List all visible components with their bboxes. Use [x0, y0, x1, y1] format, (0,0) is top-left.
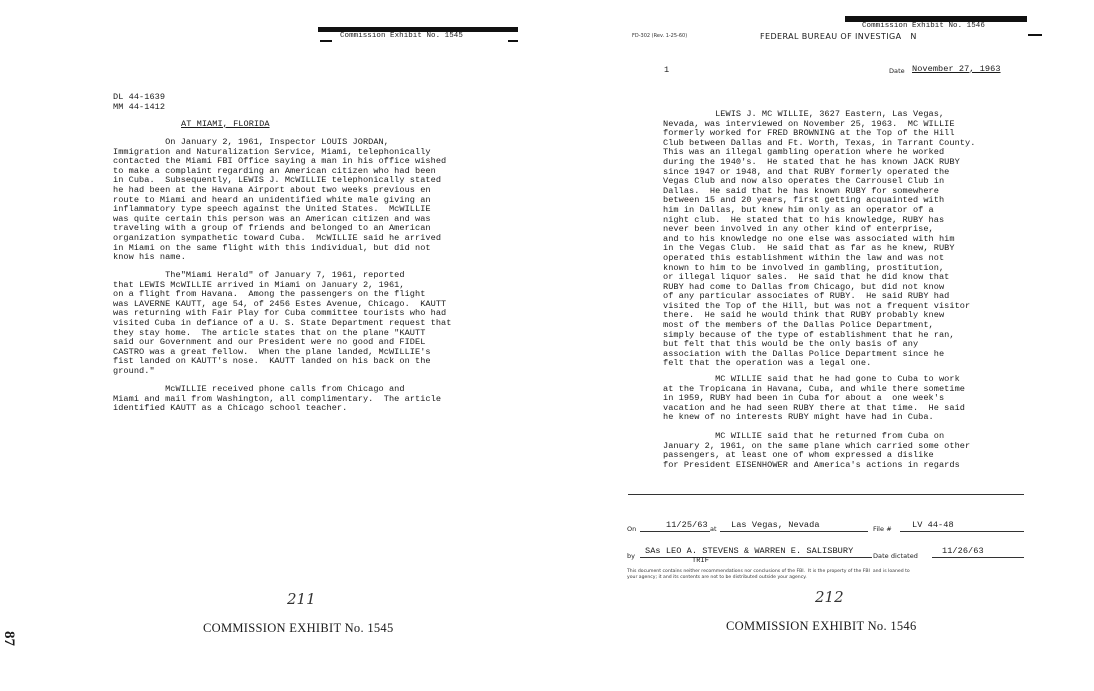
- left-exhibit-stamp: Commission Exhibit No. 1545: [340, 32, 463, 40]
- margin-page-number: 87: [1, 631, 17, 646]
- right-paragraph-1: LEWIS J. MC WILLIE, 3627 Eastern, Las Vegas, Nevada, was interviewed on November 25, 1963. MC WILLIE formerly worked for FRED BROWNING at the Top of the Hill Club between Dallas and Ft. Worth, Texas, in Tarrant County. This was an illegal gambling operation where he worked during the 1940's. He stated that he has known JACK RUBY since 1947 or 1948, and that RUBY formerly operated the Vegas Club and now also operates the Carrousel Club in Dallas. He said that he has known RUBY for somewhere between 15 and 20 years, first getting acquainted with him in Dallas, but knew him only as an operator of a night club. He stated that to his knowledge, RUBY has never been involved in any other kind of enterprise, and to his knowledge no one else was associated with him in the Vegas Club. He said that as far as he knew, RUBY operated this establishment within the law and was not known to him to be involved in gambling, prostitution, or illegal liquor sales. He said that he did know that RUBY had come to Dallas from Chicago, but did not know of any particular associates of RUBY. He said RUBY had visited the Top of the Hill, but was not a frequent visitor there. He said he would think that RUBY probably knew most of the members of the Dallas Police Department, simply because of the type of establishment that he ran, but felt that this would be the only basis of any association with the Dallas Police Department since he felt that the operation was a legal one.: [663, 109, 976, 369]
- footer-on-underline: [640, 531, 710, 532]
- footer-on-value: 11/25/63: [666, 520, 708, 530]
- left-file-number-dl: DL 44-1639: [113, 92, 166, 102]
- left-file-number-mm: MM 44-1412: [113, 102, 166, 112]
- footer-file-value: LV 44-48: [912, 520, 954, 530]
- footer-dictated-value: 11/26/63: [942, 546, 984, 556]
- footer-disclaimer: This document contains neither recommendations nor conclusions of the FBI. It is the property of the FBI and is loaned to your agency; it and its contents are not to be distributed outside your agency.: [627, 569, 910, 580]
- footer-divider: [628, 494, 1024, 495]
- right-handwritten-page-number: 212: [815, 588, 844, 606]
- footer-dictated-underline: [932, 557, 1024, 558]
- right-page-number: 1: [664, 65, 670, 75]
- right-exhibit-stamp: Commission Exhibit No. 1546: [862, 22, 985, 30]
- footer-dictated-label: Date dictated: [873, 552, 918, 560]
- right-caption: COMMISSION EXHIBIT No. 1546: [726, 619, 917, 633]
- right-top-tick: [1028, 34, 1042, 36]
- footer-by-underline: [640, 557, 872, 558]
- left-top-tick-right: [508, 40, 518, 42]
- form-number: FD-302 (Rev. 1-25-60): [632, 33, 688, 39]
- left-paragraph-2: The"Miami Herald" of January 7, 1961, reported that LEWIS McWILLIE arrived in Miami on January 2, 1961, on a flight from Havana. Among the passengers on the flight was LAVERNE KAUTT, age 54, of 2456 Estes Avenue, Chicago. KAUTT was returning with Fair Play for Cuba committee tourists who had visited Cuba in defiance of a U. S. State Department request that they stay home. The article states that on the plane "KAUTT said our Government and our President were no good and FIDEL CASTRO was a great fellow. When the plane landed, McWILLIE's fist landed on KAUTT's nose. KAUTT landed on his back on the ground.": [113, 270, 452, 376]
- right-paragraph-2: MC WILLIE said that he had gone to Cuba to work at the Tropicana in Havana, Cuba, and while there sometime in 1959, RUBY had been in Cuba for about a one week's vacation and he had seen RUBY there at that time. He said he knew of no interests RUBY might have had in Cuba.: [663, 374, 966, 423]
- footer-by-label: by: [627, 552, 636, 560]
- right-paragraph-3: MC WILLIE said that he returned from Cuba on January 2, 1961, on the same plane which carried some other passengers, at least one of whom expressed a dislike for President EISENHOWER and America's actions in regards: [663, 431, 971, 470]
- footer-file-label: File #: [873, 525, 892, 533]
- date-value: November 27, 1963: [912, 64, 1001, 74]
- agency-header: FEDERAL BUREAU OF INVESTIGA N: [760, 32, 917, 41]
- footer-on-label: On: [627, 525, 637, 533]
- left-paragraph-1: On January 2, 1961, Inspector LOUIS JORDAN, Immigration and Naturalization Service, Miami, telephonically contacted the Miami FBI Office saying a man in his office wished to make a complaint regarding an American citizen who had been in Cuba. Subsequently, LEWIS J. McWILLIE telephonically stated he had been at the Havana Airport about two weeks previous en route to Miami and heard an unidentified white male giving an inflammatory type speech against the United States. McWILLIE was quite certain this person was an American citizen and was traveling with a group of friends and belonged to an American organization sympathetic toward Cuba. McWILLIE said he arrived in Miami on the same flight with this individual, but did not know his name.: [113, 137, 447, 263]
- footer-by-value: SAs LEO A. STEVENS & WARREN E. SALISBURY: [645, 546, 854, 556]
- left-paragraph-3: McWILLIE received phone calls from Chicago and Miami and mail from Washington, all complimentary. The article identified KAUTT as a Chicago school teacher.: [113, 384, 442, 414]
- footer-file-underline: [900, 531, 1024, 532]
- date-label: Date: [889, 67, 905, 75]
- left-caption: COMMISSION EXHIBIT No. 1545: [203, 621, 394, 635]
- footer-at-label: at: [710, 525, 717, 533]
- footer-at-underline: [720, 531, 868, 532]
- left-top-tick-left: [320, 40, 332, 42]
- footer-at-value: Las Vegas, Nevada: [731, 520, 820, 530]
- footer-initials: TRIF: [692, 557, 710, 565]
- left-handwritten-page-number: 211: [287, 590, 316, 608]
- left-heading: AT MIAMI, FLORIDA: [181, 119, 270, 129]
